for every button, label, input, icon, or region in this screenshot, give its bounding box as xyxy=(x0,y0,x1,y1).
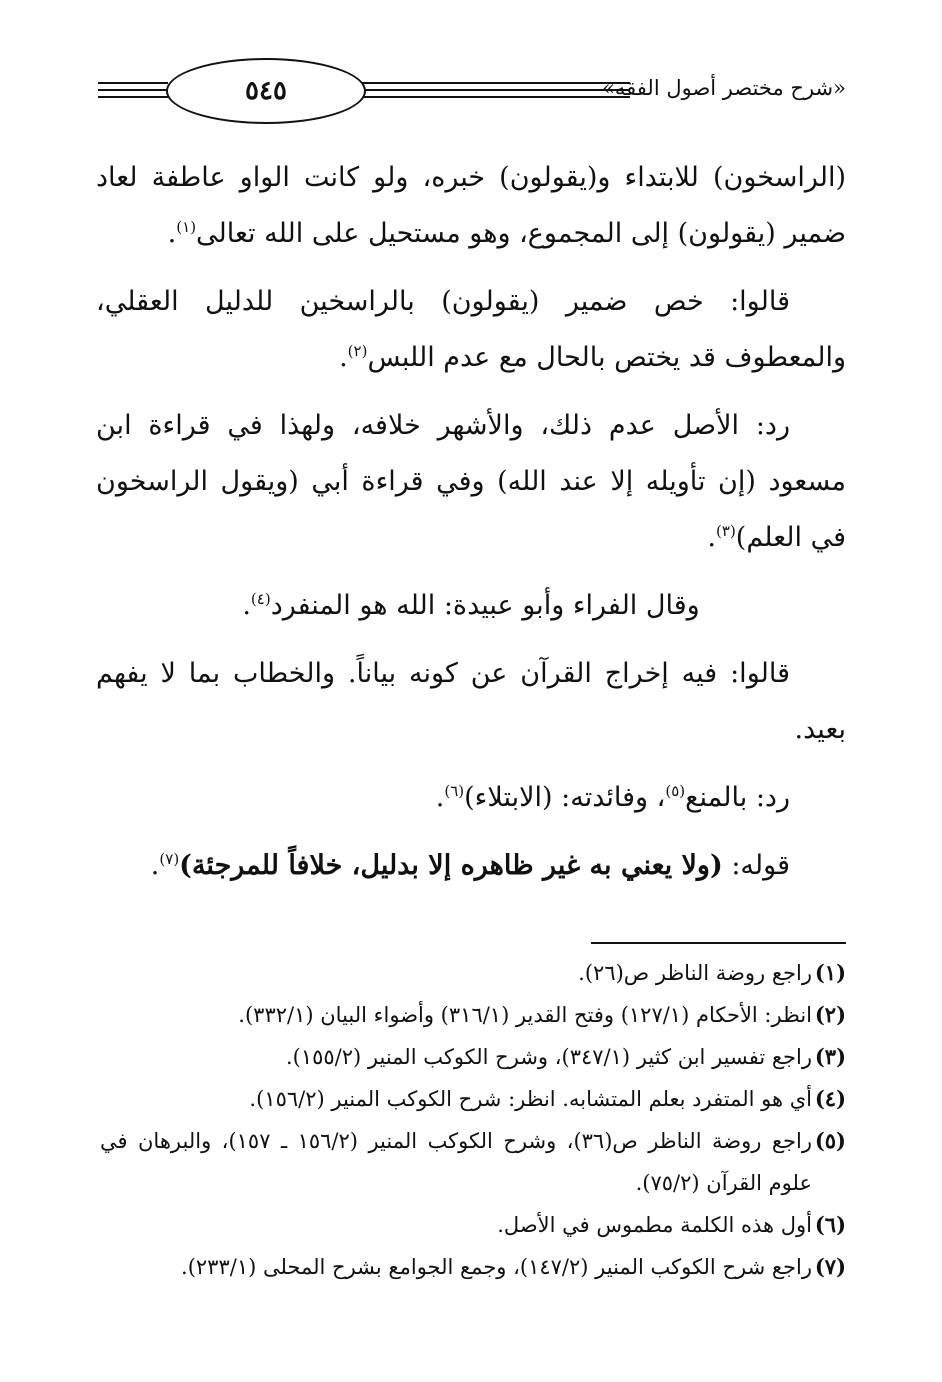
footnote-ref-5[interactable]: (٥) xyxy=(665,782,686,800)
footnote-4: (٤)أي هو المتفرد بعلم المتشابه. انظر: شرح الكوكب المنير (١٥٦/٢). xyxy=(249,1086,846,1111)
footnotes xyxy=(100,952,846,1288)
header-rule-right xyxy=(360,96,630,98)
paragraph-3: رد: الأصل عدم ذلك، والأشهر خلافه، ولهذا في قراءة ابن مسعود (إن تأويله إلا عند الله) وفي قراءة أبي (ويقول الراسخون في العلم)$^{(٣)}$. xyxy=(96,410,846,553)
footnote-ref-3[interactable]: (٣) xyxy=(716,522,736,540)
header-rule-left xyxy=(98,89,168,91)
footnote-6: (٦)أول هذه الكلمة مطموس في الأصل. xyxy=(497,1212,846,1237)
paragraph-1: (الراسخون) للابتداء و(يقولون) خبره، ولو كانت الواو عاطفة لعاد ضمير (يقولون) إلى المجموع، وهو مستحيل على الله تعالى$^{(١)}$. xyxy=(96,162,846,249)
header-rule-left xyxy=(98,82,168,84)
header-rule-left xyxy=(98,96,168,98)
footnote-ref-6[interactable]: (٦) xyxy=(444,782,465,800)
page-number: ٥٤٥ xyxy=(166,58,366,124)
main-text xyxy=(96,150,846,906)
footnote-1: (١)راجع روضة الناظر ص(٢٦). xyxy=(578,960,846,985)
footnote-2: (٢)انظر: الأحكام (١٢٧/١) وفتح القدير (٣١٦/١) وأضواء البيان (٣٣٢/١). xyxy=(238,1002,846,1027)
footnote-ref-4[interactable]: (٤) xyxy=(250,590,271,608)
paragraph-7: قوله: (ولا يعني به غير ظاهره إلا بدليل، خلافاً للمرجئة)$^{(٧)}$. xyxy=(150,850,790,881)
header-rule-right xyxy=(360,82,630,84)
quoted-matn: (ولا يعني به غير ظاهره إلا بدليل، خلافاً للمرجئة) xyxy=(179,850,723,881)
footnote-3: (٣)راجع تفسير ابن كثير (٣٤٧/١)، وشرح الكوكب المنير (١٥٥/٢). xyxy=(285,1044,846,1069)
footnote-7: (٧)راجع شرح الكوكب المنير (١٤٧/٢)، وجمع الجوامع بشرح المحلى (٢٣٣/١). xyxy=(181,1254,846,1279)
paragraph-4: وقال الفراء وأبو عبيدة: الله هو المنفرد$^{(٤)}$. xyxy=(242,590,700,621)
footnote-separator xyxy=(591,942,846,944)
footnote-ref-7[interactable]: (٧) xyxy=(159,850,180,868)
paragraph-2: قالوا: خص ضمير (يقولون) بالراسخين للدليل العقلي، والمعطوف قد يختص بالحال مع عدم اللبس$^{(٢)}$. xyxy=(96,286,846,373)
paragraph-5: قالوا: فيه إخراج القرآن عن كونه بياناً. والخطاب بما لا يفهم بعيد. xyxy=(96,658,846,745)
page-header xyxy=(98,58,846,136)
footnote-ref-2[interactable]: (٢) xyxy=(347,342,368,360)
header-rule-right xyxy=(360,89,630,91)
book-title: «شرح مختصر أصول الفقه» xyxy=(602,76,846,100)
footnote-ref-1[interactable]: (١) xyxy=(176,218,197,236)
paragraph-6: رد: بالمنع$^{(٥)}$، وفائدته: (الابتلاء)$^{(٦)}$. xyxy=(435,782,790,813)
footnote-5: (٥)راجع روضة الناظر ص(٣٦)، وشرح الكوكب المنير (١٥٦/٢ ـ ١٥٧)، والبرهان في علوم القرآن (٧٥/٢). xyxy=(100,1128,846,1195)
